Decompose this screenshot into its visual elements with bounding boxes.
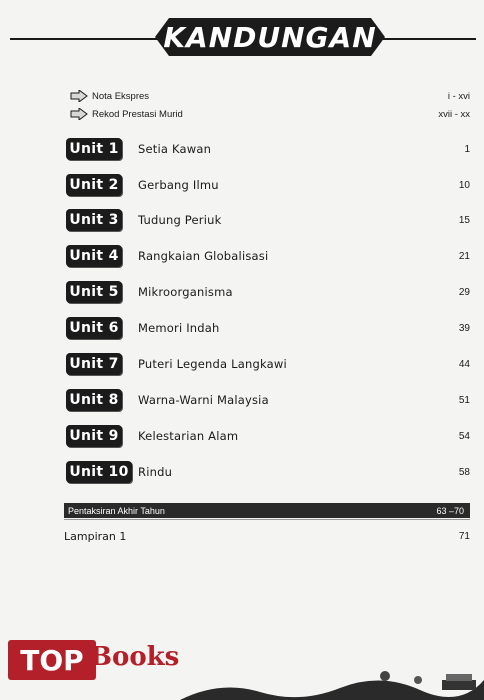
- divider: [64, 519, 470, 520]
- extra-label: Nota Ekspres: [92, 90, 150, 102]
- unit-page: 21: [458, 250, 470, 262]
- unit-page: 54: [458, 430, 470, 442]
- extra-label: Rekod Prestasi Murid: [92, 108, 183, 120]
- unit-page: 1: [464, 143, 470, 155]
- assessment-label: Pentaksiran Akhir Tahun: [68, 505, 165, 516]
- unit-title: Puteri Legenda Langkawi: [138, 357, 287, 371]
- unit-row[interactable]: [66, 388, 470, 412]
- unit-badge: Unit 2: [66, 174, 122, 196]
- unit-title: Setia Kawan: [138, 142, 212, 156]
- logo-books-text: Books: [90, 642, 180, 672]
- unit-row[interactable]: [66, 316, 470, 340]
- unit-title: Mikroorganisma: [138, 285, 233, 299]
- assessment-row[interactable]: [64, 503, 470, 518]
- assessment-page: 63 –70: [436, 505, 464, 516]
- unit-title: Kelestarian Alam: [138, 429, 239, 443]
- appendix-page: 71: [458, 530, 470, 542]
- unit-badge: Unit 7: [66, 353, 122, 375]
- unit-row[interactable]: [66, 352, 470, 376]
- extra-page: i - xvi: [447, 90, 470, 102]
- unit-badge: Unit 5: [66, 281, 122, 303]
- unit-page: 44: [458, 358, 470, 370]
- unit-row[interactable]: [66, 244, 470, 268]
- title-banner: [155, 14, 385, 60]
- unit-row[interactable]: [66, 280, 470, 304]
- extra-row-rekod[interactable]: [70, 106, 470, 122]
- extra-row-nota[interactable]: [70, 88, 470, 104]
- unit-page: 51: [458, 394, 470, 406]
- unit-badge: Unit 4: [66, 245, 122, 267]
- unit-badge: Unit 9: [66, 425, 122, 447]
- unit-title: Warna-Warni Malaysia: [138, 393, 269, 407]
- unit-badge: Unit 6: [66, 317, 122, 339]
- unit-title: Tudung Periuk: [138, 213, 222, 227]
- logo-top-text: TOP: [8, 640, 96, 680]
- unit-page: 15: [458, 214, 470, 226]
- unit-row[interactable]: [66, 460, 470, 484]
- unit-row[interactable]: [66, 137, 470, 161]
- unit-badge: Unit 3: [66, 209, 122, 231]
- unit-row[interactable]: [66, 424, 470, 448]
- unit-title: Gerbang Ilmu: [138, 178, 219, 192]
- unit-title: Rindu: [138, 465, 173, 479]
- unit-page: 58: [458, 466, 470, 478]
- arrow-right-icon: [70, 108, 88, 120]
- unit-badge: Unit 8: [66, 389, 122, 411]
- appendix-label: Lampiran 1: [64, 529, 127, 543]
- extra-page: xvii - xx: [438, 108, 470, 120]
- unit-page: 10: [458, 179, 470, 191]
- arrow-right-icon: [70, 90, 88, 102]
- unit-page: 29: [458, 286, 470, 298]
- unit-row[interactable]: [66, 173, 470, 197]
- unit-badge: Unit 10: [66, 461, 132, 483]
- unit-title: Rangkaian Globalisasi: [138, 249, 269, 263]
- header-rule-right: [380, 38, 476, 40]
- footer-decoration-icon: [180, 650, 484, 700]
- unit-title: Memori Indah: [138, 321, 220, 335]
- appendix-row[interactable]: [64, 528, 470, 544]
- topbooks-logo: [8, 640, 188, 684]
- unit-badge: Unit 1: [66, 138, 122, 160]
- page-title: KANDUNGAN: [163, 20, 377, 54]
- unit-row[interactable]: [66, 208, 470, 232]
- unit-page: 39: [458, 322, 470, 334]
- header-rule-left: [10, 38, 160, 40]
